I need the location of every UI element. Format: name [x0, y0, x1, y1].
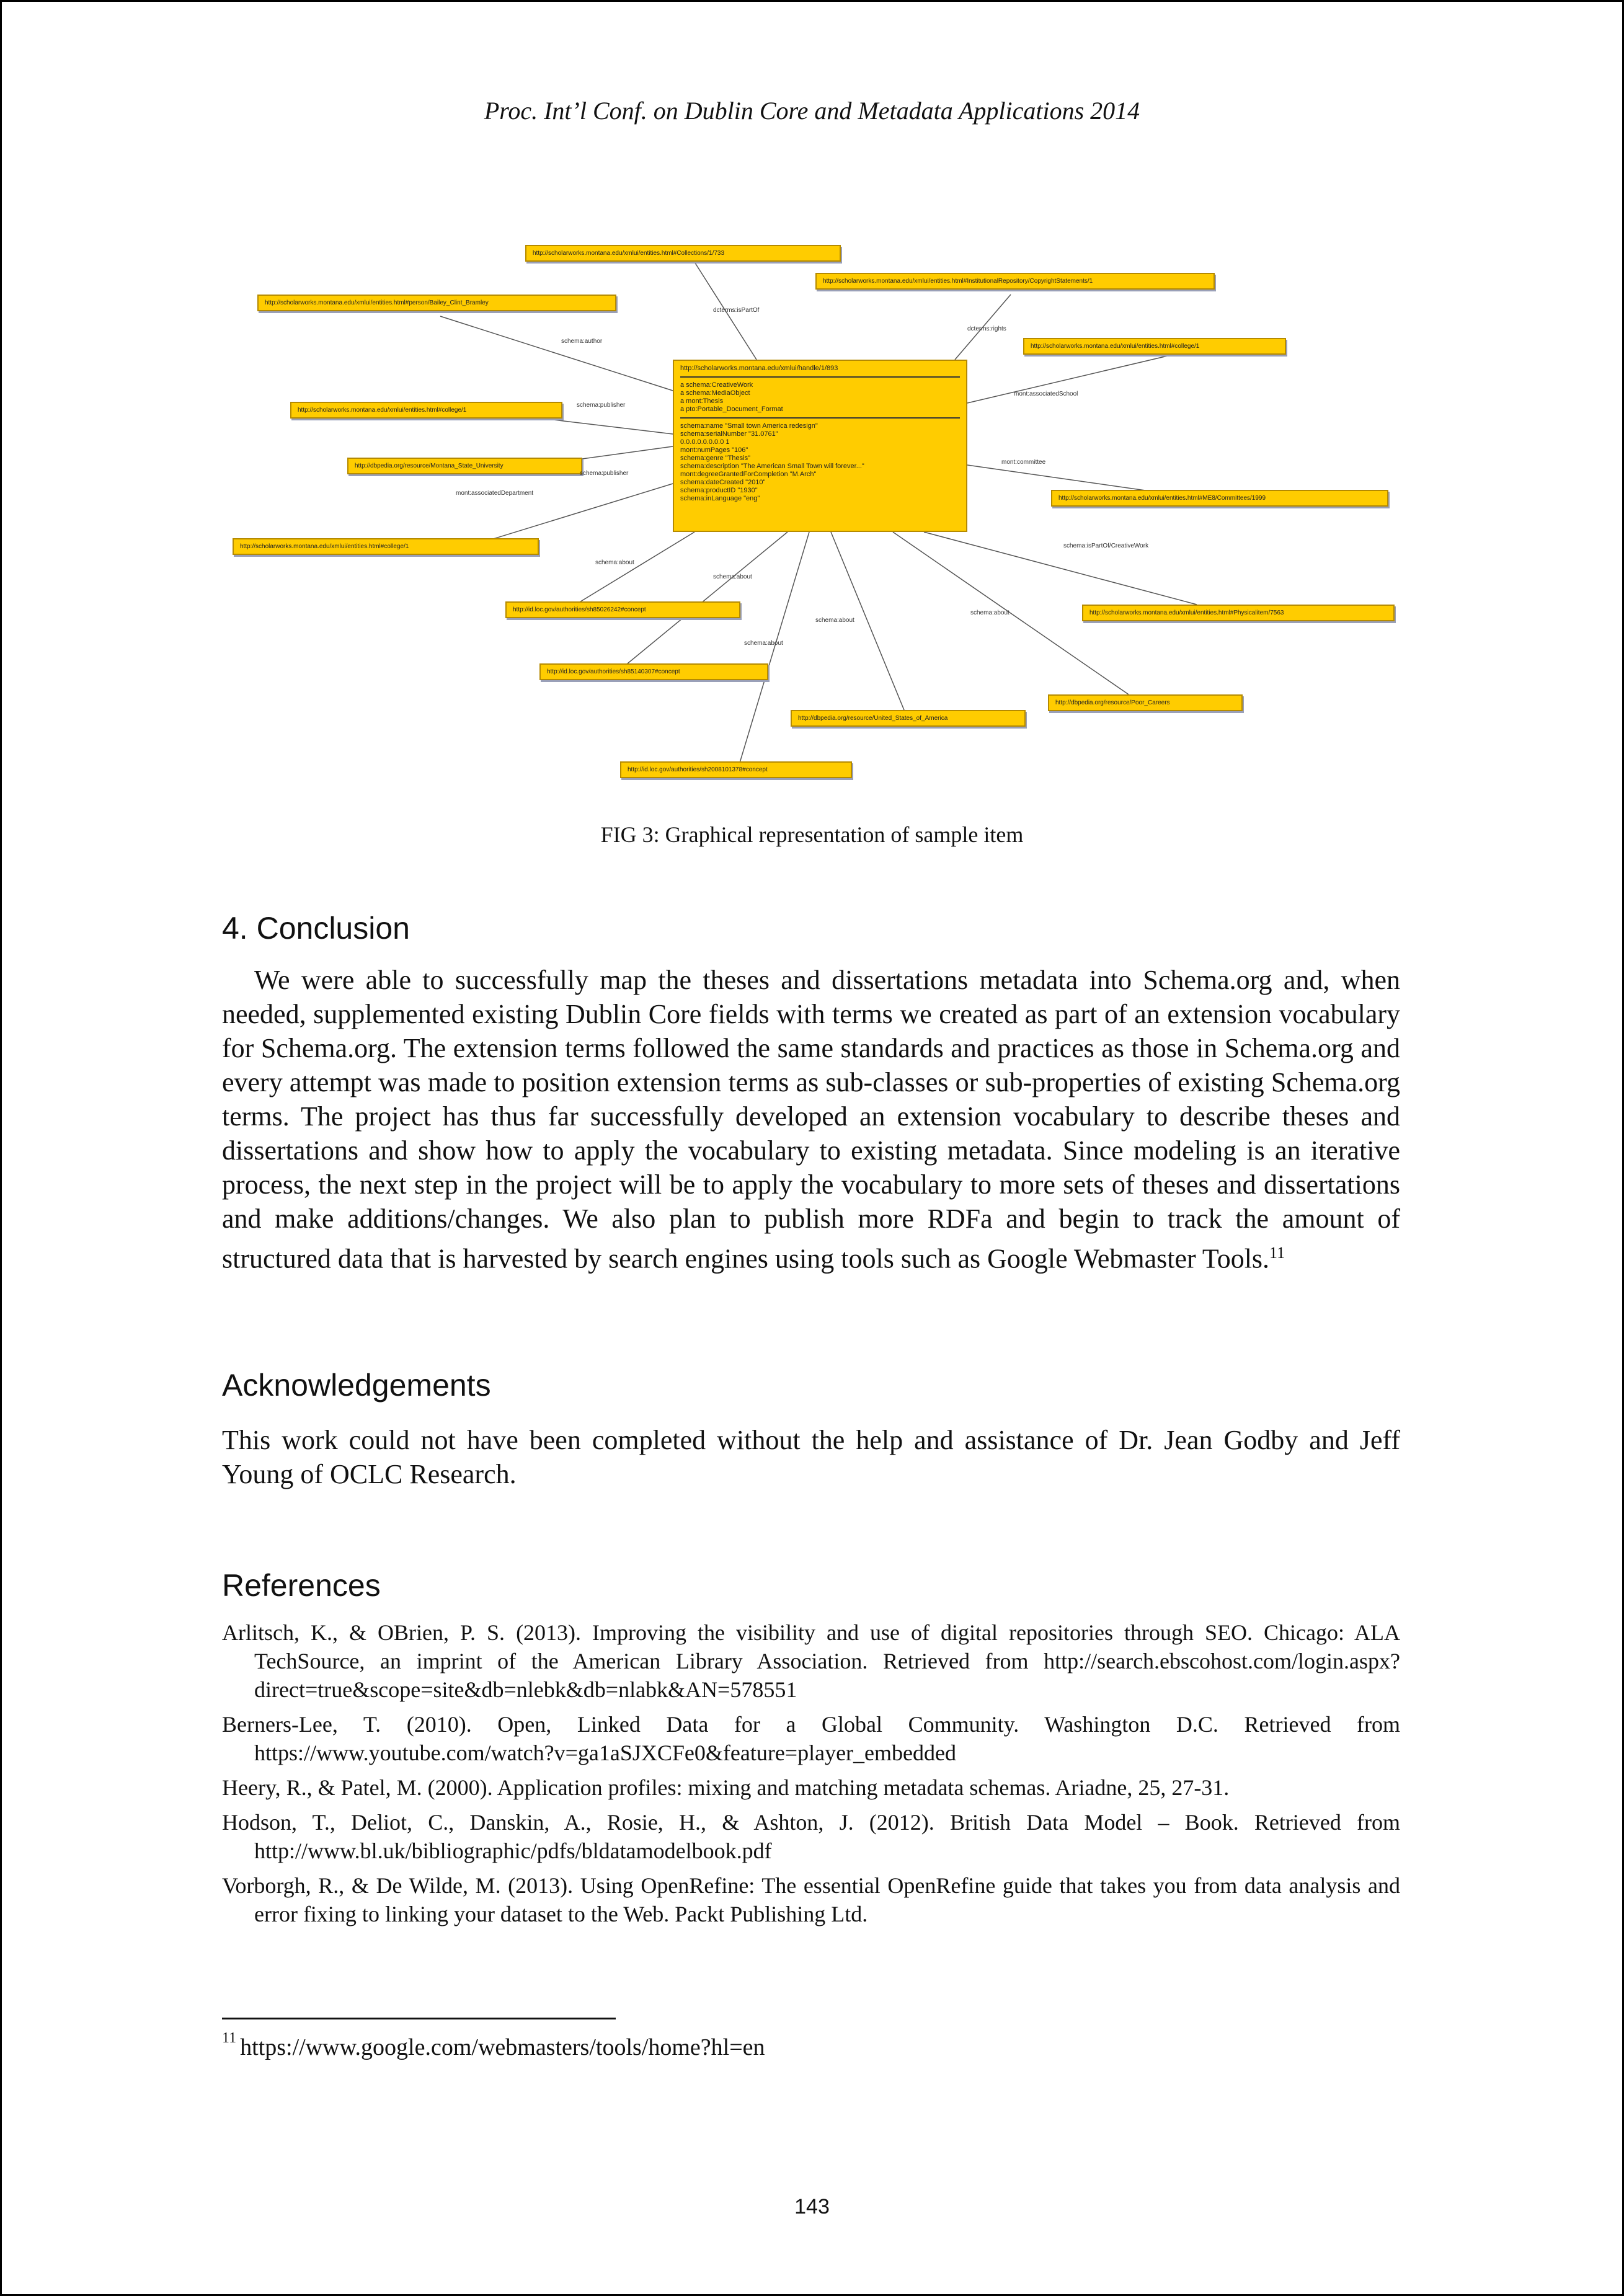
conclusion-paragraph: [222, 963, 1400, 1276]
center-node-property: schema:productID "1930": [680, 487, 758, 494]
center-node-type: a schema:CreativeWork: [680, 381, 753, 389]
graph-node: http://scholarworks.montana.edu/xmlui/entities.html#InstitutionalRepository/CopyrightStatements/1: [815, 273, 1215, 290]
edge-label: schema:about: [595, 559, 634, 566]
center-node-property: 0.0.0.0.0.0.0.0 1: [680, 438, 730, 446]
section-heading-conclusion: 4. Conclusion: [222, 911, 410, 946]
center-node-property: schema:name "Small town America redesign": [680, 422, 818, 430]
footnote-url[interactable]: https://www.google.com/webmasters/tools/home?hl=en: [240, 2034, 765, 2060]
reference-item: Hodson, T., Deliot, C., Danskin, A., Rosie, H., & Ashton, J. (2012). British Data Model – Book. Retrieved from http://www.bl.uk/bibliographic/pdfs/bldatamodelbook.pdf: [222, 1810, 1400, 1863]
conclusion-text: We were able to successfully map the theses and dissertations metadata into Schema.org and, when needed, supplemented existing Dublin Core fields with terms we created as part of an extension vocabulary for Schema.org. The extension terms followed the same standards and practices as those in Schema.org and every attempt was made to position extension terms as sub-classes or sub-properties of existing Schema.org terms. The project has thus far successfully developed an extension vocabulary to describe theses and dissertations and show how to apply the vocabulary to existing metadata. Since modeling is an iterative process, the next step in the project will be to apply the vocabulary to more sets of theses and dissertations and make additions/changes. We also plan to publish more RDFa and begin to track the amount of structured data that is harvested by search engines using tools such as Google Webmaster Tools.: [222, 965, 1400, 1274]
edge-label: schema:about: [815, 617, 854, 624]
graph-node: http://dbpedia.org/resource/United_States_of_America: [791, 710, 1026, 727]
references-list: [222, 1618, 1400, 1935]
footnote-number: 11: [222, 2030, 237, 2046]
reference-item: Heery, R., & Patel, M. (2000). Application profiles: mixing and matching metadata schemas. Ariadne, 25, 27-31.: [222, 1775, 1230, 1800]
reference-item: Berners-Lee, T. (2010). Open, Linked Data for a Global Community. Washington D.C. Retrieved from https://www.youtube.com/watch?v=ga1aSJXCFe0&feature=player_embedded: [222, 1712, 1400, 1765]
edge-label: schema:author: [561, 338, 603, 345]
center-node-uri: http://scholarworks.montana.edu/xmlui/handle/1/893: [680, 365, 838, 372]
center-node-property: mont:degreeGrantedForCompletion "M.Arch": [680, 471, 817, 478]
acknowledgements-paragraph: This work could not have been completed without the help and assistance of Dr. Jean Godby and Jeff Young of OCLC Research.: [222, 1425, 1400, 1489]
graph-node: http://scholarworks.montana.edu/xmlui/entities.html#person/Bailey_Clint_Bramley: [257, 295, 616, 311]
footnote-marker: 11: [1269, 1244, 1285, 1262]
reference-item: Arlitsch, K., & OBrien, P. S. (2013). Improving the visibility and use of digital repositories through SEO. Chicago: ALA TechSource, an imprint of the American Library Association. Retrieved from http://search.ebscohost.com/login.aspx?direct=true&scope=site&db=nlebk&db=nlabk&AN=578551: [222, 1620, 1400, 1702]
edge-label: schema:about: [970, 609, 1009, 616]
edge-label: mont:associatedSchool: [1014, 391, 1078, 397]
footnote: [222, 2030, 765, 2061]
center-node-property: mont:numPages "106": [680, 446, 748, 454]
center-node-type: a mont:Thesis: [680, 397, 724, 405]
center-node-property: schema:serialNumber "31.0761": [680, 430, 778, 438]
center-node-property: schema:dateCreated "2010": [680, 479, 766, 486]
footnote-divider: [222, 2018, 616, 2019]
graph-node: http://dbpedia.org/resource/Montana_State_University: [347, 458, 582, 474]
edge-label: schema:publisher: [577, 402, 626, 409]
rdf-graph-figure: [223, 236, 1401, 794]
center-node-property: schema:description "The American Small Town will forever...": [680, 463, 864, 470]
running-head: Proc. Int’l Conf. on Dublin Core and Metadata Applications 2014: [484, 97, 1140, 125]
edge-label: dcterms:rights: [967, 326, 1006, 332]
graph-node: http://scholarworks.montana.edu/xmlui/entities.html#Collections/1/733: [525, 245, 841, 262]
reference-item: Vorborgh, R., & De Wilde, M. (2013). Using OpenRefine: The essential OpenRefine guide that takes you from data analysis and error fixing to linking your dataset to the Web. Packt Publishing Ltd.: [222, 1873, 1400, 1926]
graph-node: http://dbpedia.org/resource/Poor_Careers: [1048, 694, 1243, 711]
edge-label: schema:about: [744, 640, 783, 647]
center-node-property: schema:inLanguage "eng": [680, 495, 760, 502]
edge-label: mont:committee: [1001, 459, 1046, 466]
figure-caption: FIG 3: Graphical representation of sample item: [600, 822, 1024, 847]
edge-label: schema:isPartOf/CreativeWork: [1063, 543, 1149, 549]
center-node-type: a schema:MediaObject: [680, 389, 750, 397]
edge-label: schema:about: [713, 574, 752, 580]
center-node-property: schema:genre "Thesis": [680, 454, 750, 462]
graph-node: http://id.loc.gov/authorities/sh2008101378#concept: [620, 761, 852, 778]
graph-node: http://scholarworks.montana.edu/xmlui/entities.html#college/1: [1023, 338, 1286, 355]
graph-node: http://id.loc.gov/authorities/sh85140307#concept: [539, 663, 768, 680]
graph-center-node: [673, 360, 967, 532]
page-number: 143: [794, 2195, 830, 2218]
graph-node: http://id.loc.gov/authorities/sh85026242#concept: [505, 601, 740, 618]
section-heading-acknowledgements: Acknowledgements: [222, 1368, 491, 1403]
edge-label: dcterms:isPartOf: [713, 307, 760, 314]
graph-node: http://scholarworks.montana.edu/xmlui/entities.html#Physicalitem/7563: [1082, 605, 1395, 621]
graph-node: http://scholarworks.montana.edu/xmlui/entities.html#college/1: [290, 402, 562, 419]
section-heading-references: References: [222, 1568, 381, 1603]
graph-node: http://scholarworks.montana.edu/xmlui/entities.html#ME8/Committees/1999: [1051, 490, 1388, 507]
graph-node: http://scholarworks.montana.edu/xmlui/entities.html#college/1: [233, 538, 539, 555]
edge-label: mont:associatedDepartment: [456, 490, 534, 497]
center-node-type: a pto:Portable_Document_Format: [680, 406, 783, 413]
edge-label: schema:publisher: [580, 470, 629, 477]
